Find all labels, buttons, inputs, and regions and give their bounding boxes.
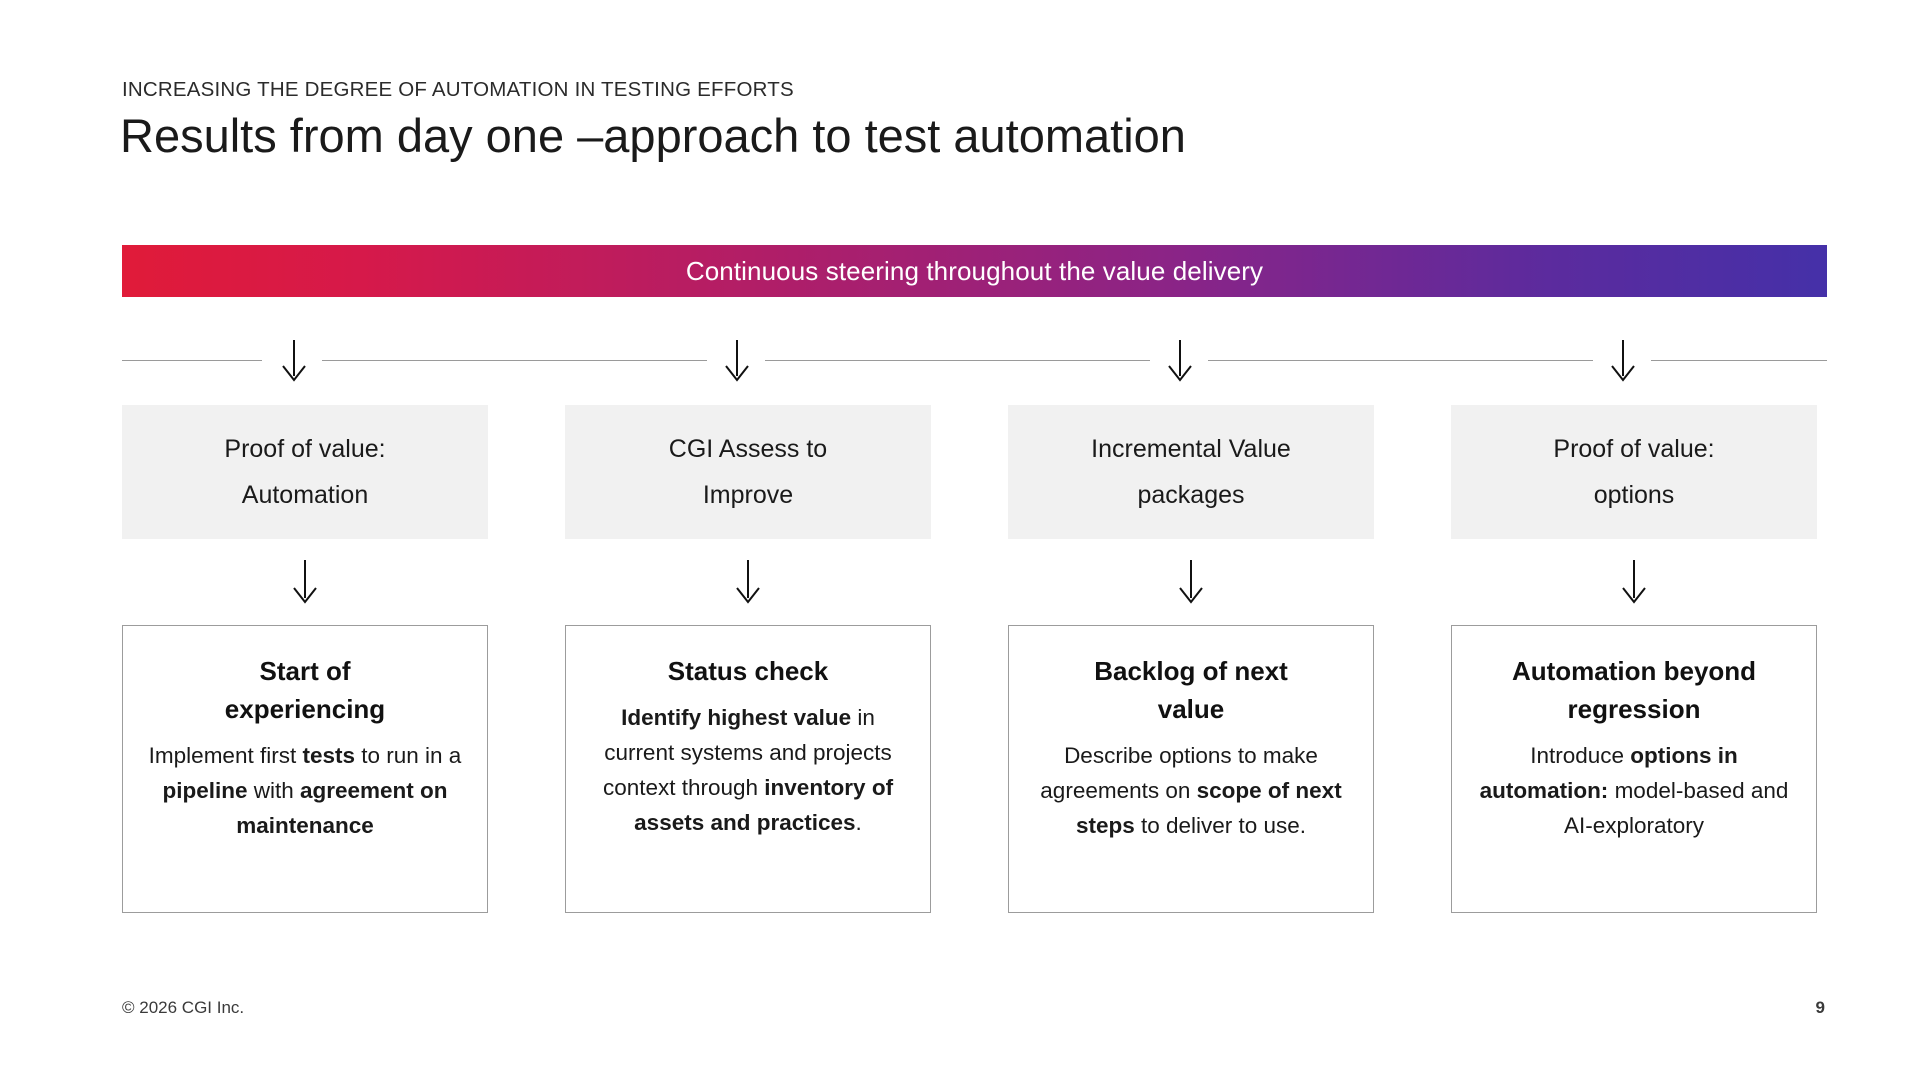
phase-column-1 [122,405,488,913]
phase-header-line-2: Automation [241,481,369,509]
copyright-text: © 2026 CGI Inc. [122,998,245,1017]
detail-card-4 [1451,625,1817,913]
detail-card-2 [565,625,931,913]
arrow-down-icon [1451,539,1817,625]
phase-column-4 [1451,405,1817,913]
detail-card-body-3: Describe options to make agreements on scope of next steps to deliver to use. [1040,743,1342,838]
phase-header-line-1: CGI Assess to [668,435,828,463]
connector-line-segment [1208,360,1593,361]
slide-eyebrow: INCREASING THE DEGREE OF AUTOMATION IN TESTING EFFORTS [122,78,794,101]
continuous-steering-banner [122,245,1827,297]
connector-line-segment [1651,360,1827,361]
banner-label: Continuous steering throughout the value delivery [685,255,1264,286]
phase-header-line-1: Proof of value: [1553,435,1715,463]
phase-header-line-2: options [1593,481,1675,509]
detail-card-title-4: Automation beyond regression [1511,656,1757,724]
page-title: Results from day one –approach to test automation [120,109,1186,162]
arrow-down-icon [1163,339,1197,383]
arrow-down-icon [122,539,488,625]
detail-card-body-2: Identify highest value in current systems and projects context through inventory of assets and practices. [602,705,894,835]
phase-header-line-1: Incremental Value [1091,435,1291,463]
phase-header-4 [1451,405,1817,539]
connector-line-segment [322,360,707,361]
detail-card-title-3: Backlog of next value [1094,656,1288,724]
detail-card-3 [1008,625,1374,913]
arrow-down-icon [720,339,754,383]
phase-header-line-2: Improve [702,481,794,509]
phase-header-line-1: Proof of value: [224,435,386,463]
detail-card-body-4: Introduce options in automation: model-based and AI-exploratory [1479,743,1789,838]
detail-card-title-1: Start of experiencing [224,656,386,724]
detail-card-body-1: Implement first tests to run in a pipeline with agreement on maintenance [148,743,462,838]
phase-header-line-2: packages [1137,481,1245,509]
phase-column-2 [565,405,931,913]
arrow-down-icon [1606,339,1640,383]
page-number: 9 [1815,998,1825,1017]
arrow-down-icon [565,539,931,625]
detail-card-1 [122,625,488,913]
connector-line-segment [122,360,262,361]
arrow-down-icon [1008,539,1374,625]
connector-row [122,335,1827,385]
phase-column-3 [1008,405,1374,913]
detail-card-title-2: Status check [667,656,829,686]
phase-header-2 [565,405,931,539]
phase-header-1 [122,405,488,539]
phase-header-3 [1008,405,1374,539]
connector-line-segment [765,360,1150,361]
arrow-down-icon [277,339,311,383]
